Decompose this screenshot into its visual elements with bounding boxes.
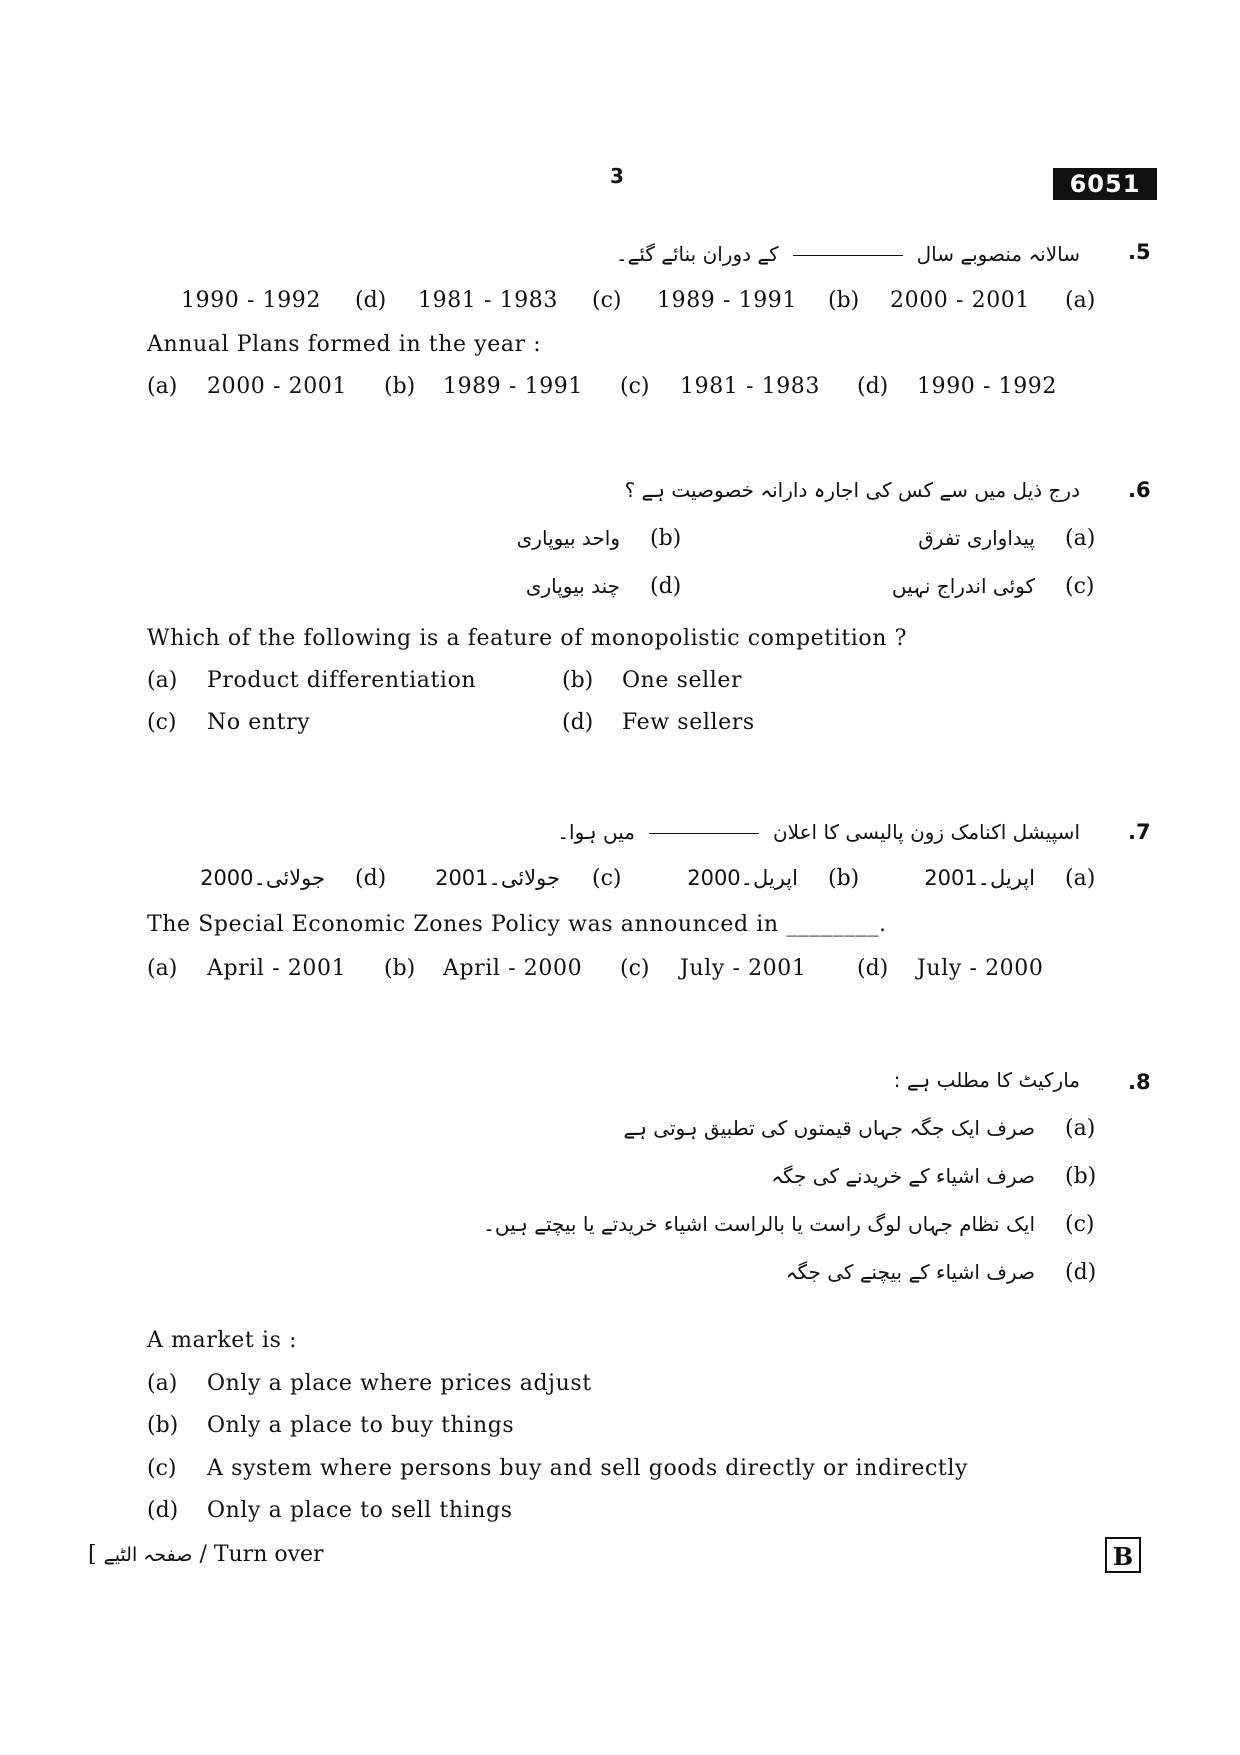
- q8-opt-d-text: Only a place to sell things: [207, 1498, 513, 1523]
- q8-urdu-opt-c-text: ایک نظام جہاں لوگ راست یا بالراست اشیاء خریدتے یا بیچتے ہیں۔: [483, 1212, 1035, 1236]
- question-number-5: .5: [1128, 240, 1151, 264]
- question-7-urdu-suffix: میں ہوا۔: [557, 820, 635, 844]
- q7-opt-d-text: July - 2000: [917, 956, 1044, 981]
- q7-urdu-opt-d-text: جولائی۔2000: [200, 866, 325, 890]
- q5-urdu-opt-a-text: 2000 - 2001: [890, 288, 1030, 313]
- q6-opt-d-label: (d): [562, 710, 594, 735]
- q6-urdu-opt-b-label: (b): [650, 526, 682, 551]
- q7-urdu-opt-d-label: (d): [355, 866, 387, 891]
- q5-urdu-opt-c-label: (c): [592, 288, 622, 313]
- q5-urdu-opt-d-text: 1990 - 1992: [181, 288, 321, 313]
- q7-urdu-opt-c-label: (c): [592, 866, 622, 891]
- q6-urdu-opt-c-label: (c): [1065, 574, 1095, 599]
- q5-opt-c-text: 1981 - 1983: [680, 374, 820, 399]
- q7-opt-b-label: (b): [384, 956, 416, 981]
- q7-opt-c-text: July - 2001: [680, 956, 807, 981]
- q7-opt-b-text: April - 2000: [443, 956, 583, 981]
- q8-urdu-opt-b-label: (b): [1065, 1164, 1097, 1189]
- q5-opt-a-label: (a): [147, 374, 178, 399]
- page-number: 3: [610, 164, 624, 188]
- q8-urdu-opt-d-text: صرف اشیاء کے بیچنے کی جگہ: [785, 1260, 1035, 1284]
- q7-opt-a-label: (a): [147, 956, 178, 981]
- q6-urdu-opt-a-label: (a): [1065, 526, 1096, 551]
- q8-opt-c-label: (c): [147, 1456, 177, 1481]
- q7-urdu-opt-b-label: (b): [828, 866, 860, 891]
- series-box: B: [1105, 1537, 1141, 1573]
- question-5-urdu: [616, 242, 1080, 266]
- q5-urdu-opt-b-text: 1989 - 1991: [657, 288, 797, 313]
- q6-opt-a-text: Product differentiation: [207, 668, 477, 693]
- q8-opt-c-text: A system where persons buy and sell goods directly or indirectly: [207, 1456, 969, 1481]
- q8-opt-b-label: (b): [147, 1413, 179, 1438]
- q5-urdu-opt-c-text: 1981 - 1983: [418, 288, 558, 313]
- q6-urdu-opt-a-text: پیداواری تفرق: [918, 526, 1035, 550]
- q8-opt-b-text: Only a place to buy things: [207, 1413, 515, 1438]
- q8-opt-a-text: Only a place where prices adjust: [207, 1371, 592, 1396]
- question-8-urdu: مارکیٹ کا مطلب ہے :: [893, 1068, 1080, 1092]
- q8-urdu-opt-b-text: صرف اشیاء کے خریدنے کی جگہ: [771, 1164, 1035, 1188]
- turn-over-english: Turn over: [213, 1542, 324, 1567]
- q6-opt-b-text: One seller: [622, 668, 743, 693]
- q7-urdu-opt-a-text: اپریل۔2001: [924, 866, 1035, 890]
- q5-opt-d-text: 1990 - 1992: [917, 374, 1057, 399]
- q6-urdu-opt-c-text: کوئی اندراج نہیں: [891, 574, 1035, 598]
- blank-line: [649, 833, 759, 834]
- question-5-urdu-suffix: کے دوران بنائے گئے۔: [615, 242, 779, 266]
- q8-urdu-opt-a-label: (a): [1065, 1116, 1096, 1141]
- q5-urdu-opt-a-label: (a): [1065, 288, 1096, 313]
- q6-opt-d-text: Few sellers: [622, 710, 755, 735]
- separator: /: [199, 1542, 214, 1567]
- q5-opt-d-label: (d): [857, 374, 889, 399]
- q6-urdu-opt-b-text: واحد بیوپاری: [516, 526, 620, 550]
- q5-opt-c-label: (c): [620, 374, 650, 399]
- q5-opt-b-text: 1989 - 1991: [443, 374, 583, 399]
- q7-opt-d-label: (d): [857, 956, 889, 981]
- question-5-urdu-prefix: سالانہ منصوبے سال: [916, 242, 1080, 266]
- paper-code: 6051: [1053, 168, 1157, 200]
- q7-urdu-opt-b-text: اپریل۔2000: [687, 866, 798, 890]
- bracket-open: [: [88, 1542, 104, 1567]
- q8-urdu-opt-c-label: (c): [1065, 1212, 1095, 1237]
- q7-urdu-opt-c-text: جولائی۔2001: [435, 866, 560, 890]
- q6-opt-a-label: (a): [147, 668, 178, 693]
- q7-opt-c-label: (c): [620, 956, 650, 981]
- question-5-english: Annual Plans formed in the year :: [147, 332, 542, 357]
- q7-opt-a-text: April - 2001: [207, 956, 347, 981]
- question-7-urdu-prefix: اسپیشل اکنامک زون پالیسی کا اعلان: [772, 820, 1080, 844]
- q6-urdu-opt-d-label: (d): [650, 574, 682, 599]
- question-number-6: .6: [1128, 478, 1151, 502]
- q8-urdu-opt-a-text: صرف ایک جگہ جہاں قیمتوں کی تطبیق ہوتی ہے: [623, 1116, 1035, 1140]
- question-number-8: .8: [1128, 1070, 1151, 1094]
- q5-opt-b-label: (b): [384, 374, 416, 399]
- question-7-urdu: [557, 820, 1080, 844]
- q6-urdu-opt-d-text: چند بیوپاری: [525, 574, 620, 598]
- q6-opt-c-text: No entry: [207, 710, 311, 735]
- turn-over-note: [88, 1542, 324, 1567]
- turn-over-urdu: صفحہ الٹیے: [103, 1544, 193, 1566]
- question-number-7: .7: [1128, 820, 1151, 844]
- question-6-urdu: درج ذیل میں سے کس کی اجارہ دارانہ خصوصیت ہے ؟: [624, 478, 1080, 502]
- q8-urdu-opt-d-label: (d): [1065, 1260, 1097, 1285]
- q6-opt-b-label: (b): [562, 668, 594, 693]
- q5-urdu-opt-b-label: (b): [828, 288, 860, 313]
- question-7-english: The Special Economic Zones Policy was announced in ________.: [147, 912, 887, 937]
- q8-opt-d-label: (d): [147, 1498, 179, 1523]
- q6-opt-c-label: (c): [147, 710, 177, 735]
- question-6-english: Which of the following is a feature of monopolistic competition ?: [147, 626, 908, 651]
- q5-urdu-opt-d-label: (d): [355, 288, 387, 313]
- question-8-english: A market is :: [147, 1328, 298, 1353]
- q8-opt-a-label: (a): [147, 1371, 178, 1396]
- blank-line: [793, 255, 903, 256]
- q5-opt-a-text: 2000 - 2001: [207, 374, 347, 399]
- q7-urdu-opt-a-label: (a): [1065, 866, 1096, 891]
